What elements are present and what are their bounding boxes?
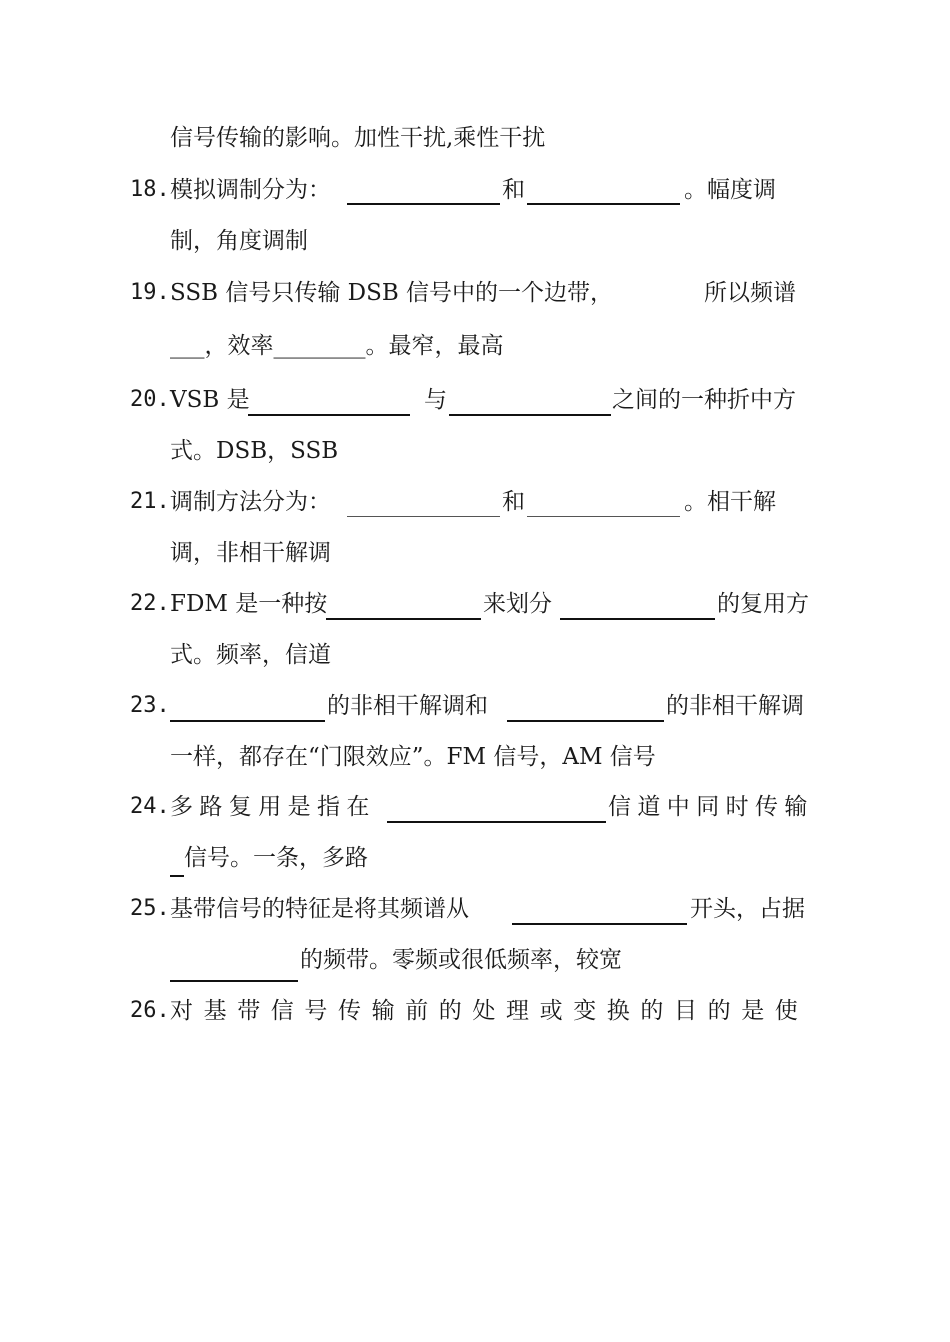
q21-end: 。相干解 [684, 489, 776, 515]
question-24 [0, 787, 950, 827]
q22-mid: 来划分 [483, 591, 552, 617]
q25-blank-2[interactable] [170, 980, 298, 982]
q23-cont-text: 一样，都存在“门限效应”。FM 信号，AM 信号 [170, 744, 656, 770]
q19-text: SSB 信号只传输 DSB 信号中的一个边带， [170, 280, 614, 306]
q18-end: 。幅度调 [684, 177, 776, 203]
q21-cont-text: 调，非相干解调 [170, 540, 331, 566]
q22-text: FDM 是一种按 [170, 591, 328, 617]
q24-end: 信道中同时传输 [608, 794, 814, 820]
q19-number: 19. [130, 280, 170, 305]
q20-end: 之间的一种折中方 [612, 387, 796, 413]
question-26 [0, 991, 950, 1031]
q20-number: 20. [130, 387, 170, 412]
q20-blank-1[interactable] [248, 414, 410, 416]
q25-number: 25. [130, 896, 170, 921]
q22-number: 22. [130, 591, 170, 616]
question-22 [0, 584, 950, 624]
question-25 [0, 889, 950, 929]
q26-text: 对基带信号传输前的处理或变换的目的是使 [170, 998, 809, 1024]
q22-blank-2[interactable] [560, 618, 715, 620]
q18-cont-text: 制，角度调制 [170, 228, 308, 254]
q21-text: 调制方法分为： [170, 489, 331, 515]
q24-text: 多路复用是指在 [170, 794, 376, 820]
q23-blank-2[interactable] [507, 720, 664, 722]
q21-blank-1[interactable] [347, 516, 500, 517]
q18-number: 18. [130, 177, 170, 202]
q20-text: VSB 是 [170, 387, 250, 413]
q24-blank-2[interactable] [170, 875, 184, 877]
q19-end: 所以频谱 [704, 280, 796, 306]
q21-blank-2[interactable] [527, 516, 680, 517]
q23-mid: 的非相干解调和 [327, 693, 488, 719]
q18-mid: 和 [502, 177, 525, 203]
q20-mid: 与 [424, 387, 447, 413]
question-23 [0, 686, 950, 726]
q25-end: 开头，占据 [690, 896, 805, 922]
q23-end: 的非相干解调 [666, 693, 804, 719]
q22-cont-text: 式。频率，信道 [170, 642, 331, 668]
q22-end: 的复用方 [717, 591, 809, 617]
q24-number: 24. [130, 794, 170, 819]
q17-cont-text: 信号传输的影响。加性干扰,乘性干扰 [170, 125, 546, 151]
question-21 [0, 482, 950, 522]
q25-cont-text: 的频带。零频或很低频率，较宽 [300, 947, 622, 973]
q18-blank-1[interactable] [347, 203, 500, 205]
q23-blank-1[interactable] [170, 720, 325, 722]
q21-number: 21. [130, 489, 170, 514]
question-18 [0, 170, 950, 210]
q23-number: 23. [130, 693, 170, 718]
q18-text: 模拟调制分为： [170, 177, 331, 203]
q19-cont-text: ___，效率________。最窄，最高 [170, 333, 504, 359]
q25-text: 基带信号的特征是将其频谱从 [170, 896, 469, 922]
q24-blank-1[interactable] [387, 821, 606, 823]
q26-number: 26. [130, 998, 170, 1023]
q25-continuation [0, 940, 950, 980]
q18-blank-2[interactable] [527, 203, 680, 205]
q22-blank-1[interactable] [326, 618, 481, 620]
q20-blank-2[interactable] [449, 414, 611, 416]
q25-blank-1[interactable] [512, 923, 687, 925]
q24-cont-text: 信号。一条，多路 [184, 845, 368, 871]
q21-mid: 和 [502, 489, 525, 515]
question-19 [0, 273, 950, 313]
q20-cont-text: 式。DSB，SSB [170, 438, 339, 464]
question-20 [0, 380, 950, 420]
